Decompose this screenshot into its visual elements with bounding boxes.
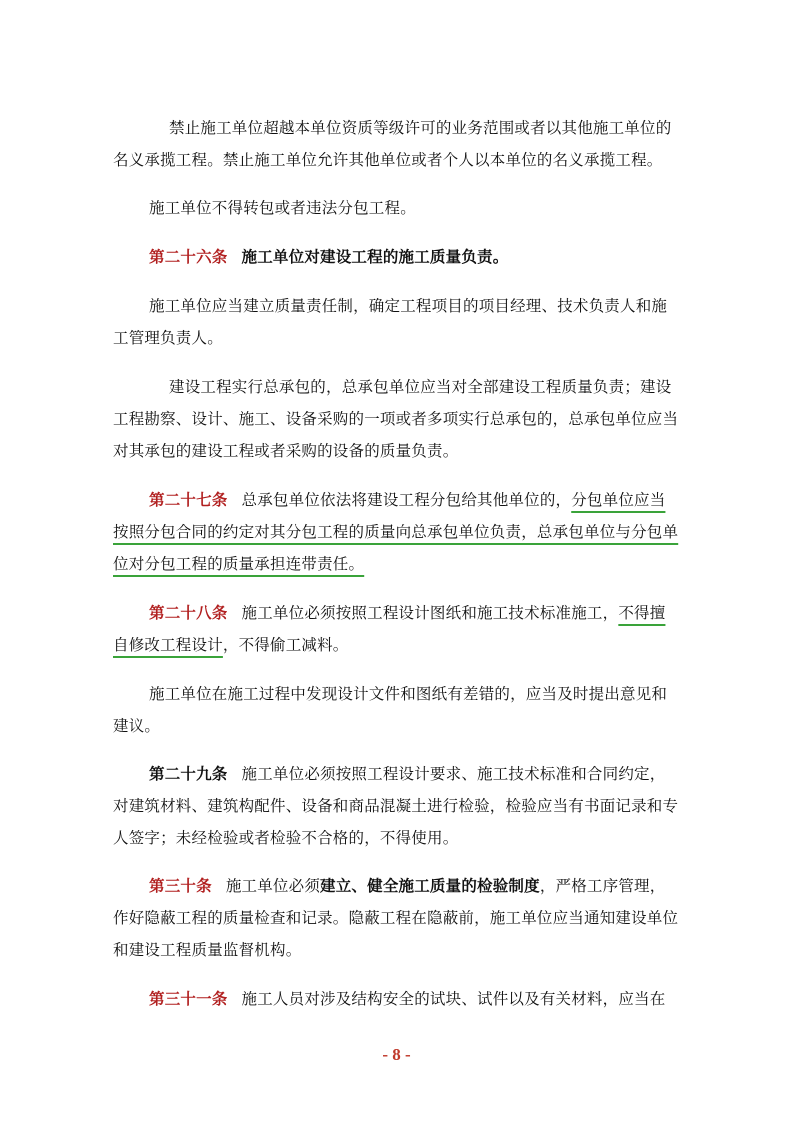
article-text: 施工人员对涉及结构安全的试块、试件以及有关材料，应当在 (241, 990, 666, 1008)
article-label: 第二十九条 (149, 764, 228, 783)
article-31 (113, 983, 681, 1015)
paragraph-quality-responsibility (113, 290, 681, 354)
paragraph-text: 禁止施工单位超越本单位资质等级许可的业务范围或者以其他施工单位的名义承揽工程。禁止施工单位允许其他单位或者个人以本单位的名义承揽工程。 (113, 119, 672, 169)
bold-text: 建立、健全施工质量的检验制度 (320, 876, 540, 895)
article-28 (113, 597, 681, 661)
paragraph-text: 建设工程实行总承包的，总承包单位应当对全部建设工程质量负责；建设工程勘察、设计、施工、设备采购的一项或者多项实行总承包的，总承包单位应当对其承包的建设工程或者采购的设备的质量负责。 (113, 378, 679, 460)
article-text: 总承包单位依法将建设工程分包给其他单位的， (241, 491, 572, 509)
article-29 (113, 758, 681, 854)
paragraph-design-errors (113, 678, 681, 742)
article-text: 施工单位必须按照工程设计要求、施工技术标准和合同约定，对建筑材料、建筑构配件、设备和商品混凝土进行检验，检验应当有书面记录和专人签字；未经检验或者检验不合格的，不得使用。 (113, 765, 679, 847)
article-text: ，严格工序管理，作好隐蔽工程的质量检查和记录。隐蔽工程在隐蔽前，施工单位应当通知建设单位和建设工程质量监督机构。 (113, 877, 679, 959)
underlined-text: 分包单位应当按照分包合同的约定对其分包工程的质量向总承包单位负责，总承包单位与分包单位对分包工程的质量承担连带责任。 (113, 491, 679, 573)
page-number: - 8 - (382, 1045, 411, 1064)
article-label: 第三十条 (149, 876, 212, 895)
article-26 (113, 241, 681, 273)
article-27 (113, 484, 681, 580)
paragraph-text: 施工单位不得转包或者违法分包工程。 (149, 199, 416, 217)
article-label: 第三十一条 (149, 989, 228, 1008)
underlined-text: 不得擅自修改工程设计 (113, 604, 666, 654)
article-label: 第二十八条 (149, 603, 228, 622)
paragraph-no-subcontract (113, 192, 681, 224)
article-text: 施工单位必须按照工程设计图纸和施工技术标准施工， (241, 604, 619, 622)
paragraph-qualification-ban (113, 112, 681, 176)
paragraph-text: 施工单位在施工过程中发现设计文件和图纸有差错的，应当及时提出意见和建议。 (113, 685, 668, 735)
article-label: 第二十七条 (149, 490, 228, 509)
article-text: 施工单位对建设工程的施工质量负责。 (241, 247, 509, 266)
paragraph-general-contract (113, 371, 681, 467)
article-text: 施工单位必须 (225, 877, 321, 895)
paragraph-text: 施工单位应当建立质量责任制，确定工程项目的项目经理、技术负责人和施工管理负责人。 (113, 297, 668, 347)
article-label: 第二十六条 (149, 247, 228, 266)
article-30 (113, 870, 681, 966)
article-text: ，不得偷工减料。 (222, 636, 349, 654)
